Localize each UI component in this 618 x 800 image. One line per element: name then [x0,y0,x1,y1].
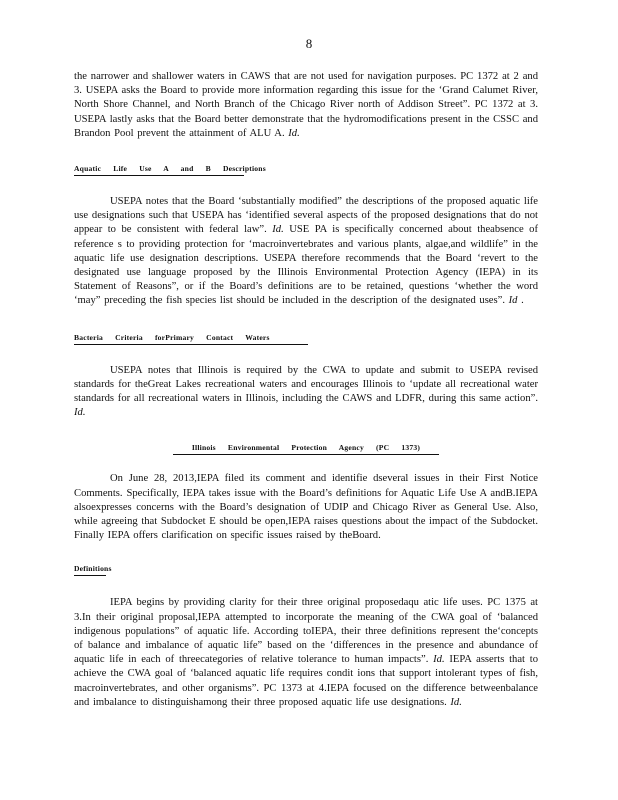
section-heading-row [74,162,538,176]
page-body [74,70,538,710]
citation-id: Id. [74,407,86,419]
section-heading-row [74,562,538,576]
paragraph-usepa-navigation [74,70,538,141]
paragraph-usepa-designations [74,195,538,309]
paragraph-usepa-recreational [74,364,538,421]
paragraph-text: IEPA begins by providing clarity for their three original proposedaqu atic life uses. PC 1375 at 3.In their original proposal,IEPA attempted to incorporate the meaning of the CWA goal of ‘balanced indigenous populations” of aquatic life. According toIEPA, their three definitions represent the‘concepts of balance and imbalance of aquatic life” based on the ‘differences in the presence and abundance of aquatic life in each of threecategories of relative tolerance to human impacts”. [74,597,538,666]
citation-id: Id. [272,224,284,236]
paragraph-end: . [521,295,524,307]
paragraph-iepa-comments [74,472,538,543]
paragraph-text: On June 28, 2013,IEPA filed its comment and identifie dseveral issues in their First Notice Comments. Specifically, IEPA takes issue with the Board’s definitions for Aquatic Life Use A andB.IEPA alsoexpresses concerns with the Board’s designation of UDIP and Chicago River as General Use. Also, while agreeing that Subdocket E should be open,IEPA raises questions about the impact of the Subdocket. Finally IEPA offers clarification on specific issues raised by theBoard. [74,473,538,542]
page-number: 8 [305,36,313,51]
heading-aquatic-life-use: Aquatic Life Use A and B Descriptions [74,164,244,176]
citation-id: Id [508,295,518,307]
paragraph-iepa-definitions [74,596,538,710]
heading-definitions: Definitions [74,564,106,576]
paragraph-text: USEPA notes that the Board ‘substantially modified” the descriptions of the proposed aquatic life use designations such that USEPA has ‘identified several aspects of the proposed designations that do not appear to be consistent with federal law”. [74,196,538,236]
citation-id: Id. [288,127,300,139]
paragraph-text: the narrower and shallower waters in CAWS that are not used for navigation purposes. PC 1372 at 2 and 3. USEPA asks the Board to provide more information regarding this issue for the ‘Grand Calumet River, North Shore Channel, and North Branch of the Chicago River north of Addison Street”. PC 1372 at 3. USEPA lastly asks that the Board better demonstrate that the hydromodifications present in the CSSC and Brandon Pool prevent the attainment of ALU A. [74,71,538,139]
section-heading-row [74,441,538,455]
section-heading-row [74,331,538,345]
citation-id: Id. [433,654,445,666]
paragraph-text: IEPA asserts that to achieve the CWA goal of ‘balanced aquatic life requires condit ions that support intolerant types of fish, macroinvertebrates, and other organisms”. PC 1373 at 4.IEPA focused on the difference betweenbalance and imbalance to distinguishamong their three proposed aquatic life use designations. [74,654,538,708]
citation-id: Id. [450,696,462,708]
heading-bacteria-criteria: Bacteria Criteria forPrimary Contact Waters [74,333,308,345]
paragraph-text: USE PA is specifically concerned about theabsence of reference s to providing protection for ‘macroinvertebrates and various plants, algae,and wildlife” in the aquatic life use designation descriptions. USEPA therefore recommends that the Board ‘revert to the designated use language proposed by the Illinois Environmental Protection Agency (IEPA) in its Statement of Reasons”, or if the Board’s definitions are to be retained, questions ‘whether the word ‘may” preceding the fish species list should be included in the description of the designated uses”. [74,224,539,307]
paragraph-text: USEPA notes that Illinois is required by the CWA to update and submit to USEPA revised standards for theGreat Lakes recreational waters and encourages Illinois to ‘update all recreational water standards for all recreational waters in Illinois, including the CAWS and LDFR, during this same action”. [74,364,538,405]
heading-iepa: Illinois Environmental Protection Agency (PC 1373) [173,443,439,455]
